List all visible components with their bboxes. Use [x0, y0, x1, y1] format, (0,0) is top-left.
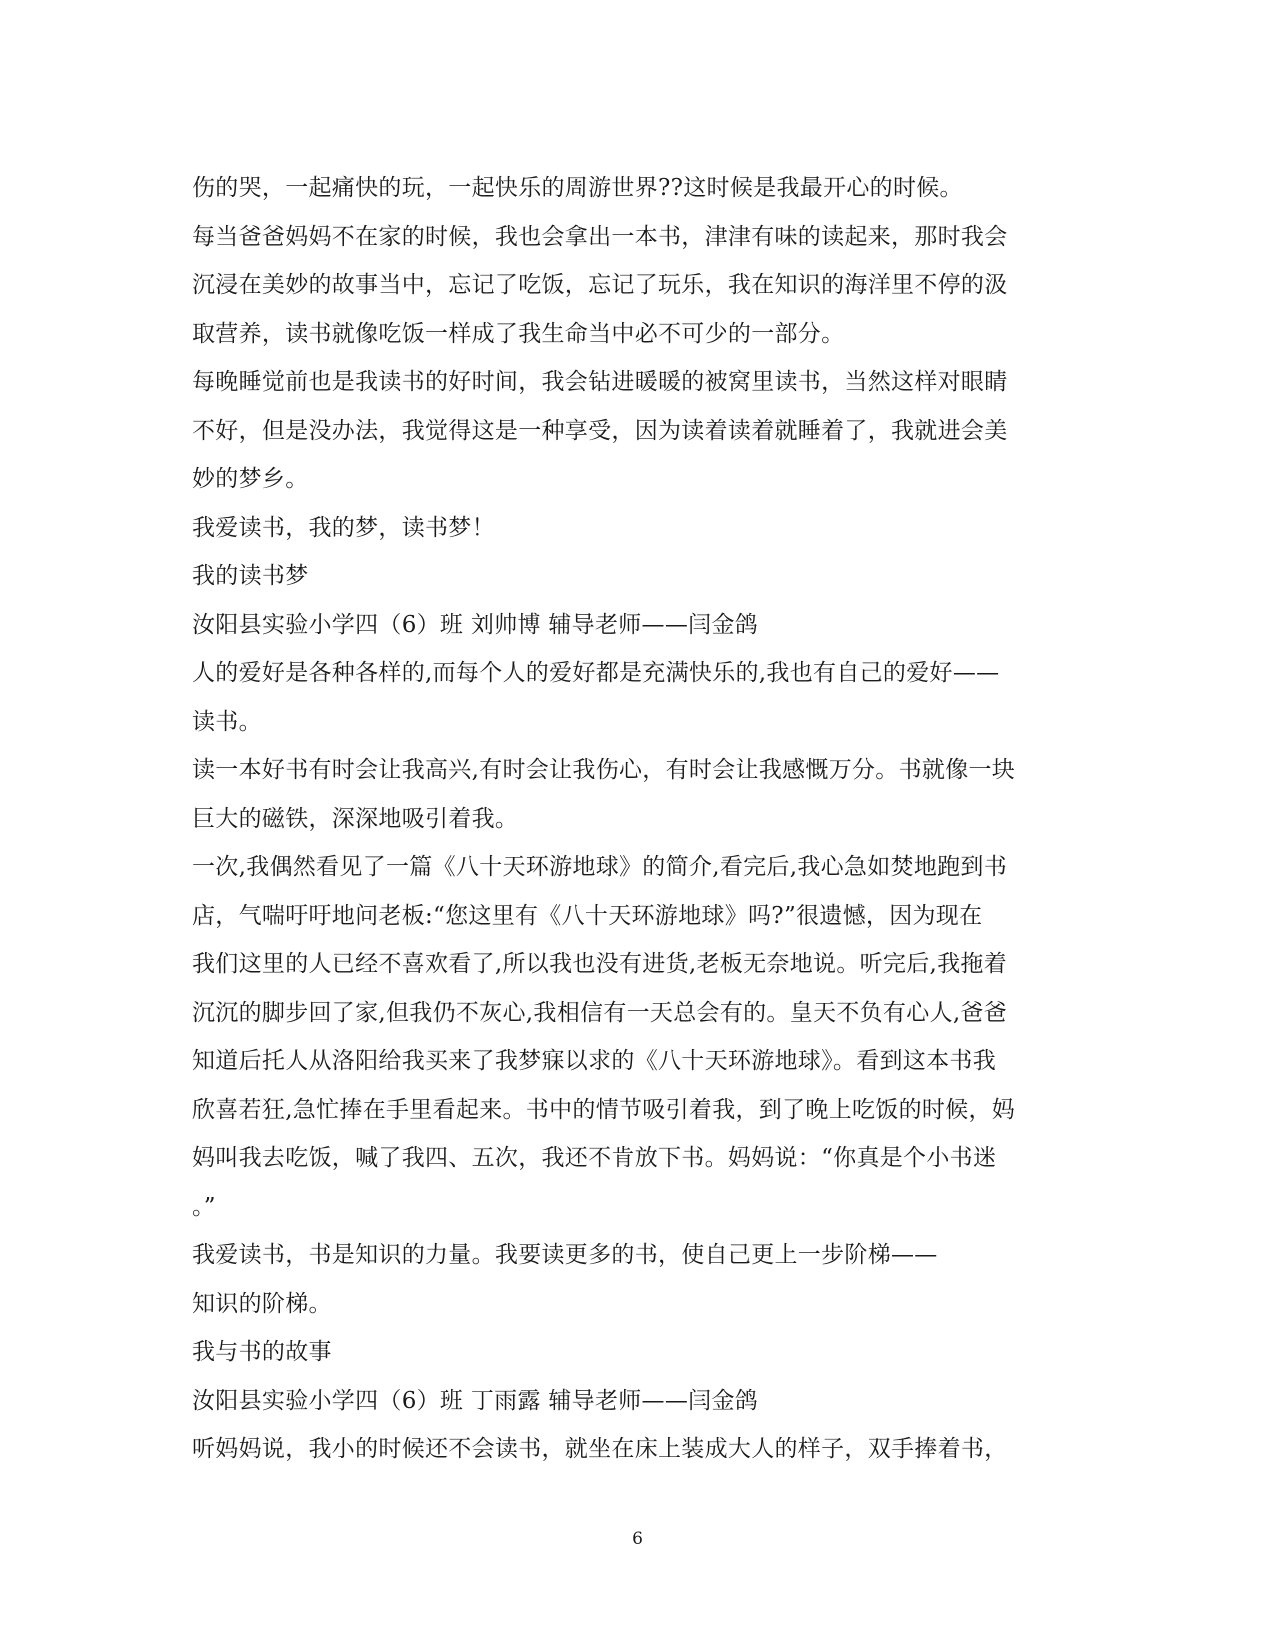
- text-line: 一次,我偶然看见了一篇《八十天环游地球》的简介,看完后,我心急如焚地跑到书: [192, 854, 1008, 880]
- text-line: 知道后托人从洛阳给我买来了我梦寐以求的《八十天环游地球》。看到这本书我: [192, 1048, 996, 1074]
- body-text: [192, 164, 1082, 1474]
- text-line: 沉浸在美妙的故事当中，忘记了吃饭，忘记了玩乐，我在知识的海洋里不停的汲: [192, 272, 1008, 298]
- author-line: 汝阳县实验小学四（6）班 刘帅博 辅导老师——闫金鸽: [192, 611, 759, 638]
- text-line: 妙的梦乡。: [192, 466, 309, 492]
- text-line: 每当爸爸妈妈不在家的时候，我也会拿出一本书，津津有味的读起来，那时我会: [192, 223, 1008, 250]
- text-line: 读一本好书有时会让我高兴,有时会让我伤心，有时会让我感慨万分。书就像一块: [192, 757, 1016, 783]
- text-line: 欣喜若狂,急忙捧在手里看起来。书中的情节吸引着我，到了晚上吃饭的时候，妈: [192, 1096, 1016, 1123]
- page-number: 6: [632, 1529, 643, 1549]
- text-line: 店，气喘吁吁地问老板:“您这里有《八十天环游地球》吗?”很遗憾，因为现在: [192, 902, 983, 929]
- text-line: 每晚睡觉前也是我读书的好时间，我会钻进暖暖的被窝里读书，当然这样对眼睛: [192, 369, 1008, 395]
- text-line: 妈叫我去吃饭，喊了我四、五次，我还不肯放下书。妈妈说：“你真是个小书迷: [192, 1145, 997, 1171]
- text-line: 我们这里的人已经不喜欢看了,所以我也没有进货,老板无奈地说。听完后,我拖着: [192, 951, 1008, 977]
- text-line: 巨大的磁铁，深深地吸引着我。: [192, 805, 519, 832]
- text-line: 我爱读书，书是知识的力量。我要读更多的书，使自己更上一步阶梯——: [192, 1242, 938, 1268]
- text-line: 知识的阶梯。: [192, 1290, 332, 1317]
- section-title: 我的读书梦: [192, 563, 309, 589]
- author-line: 汝阳县实验小学四（6）班 丁雨露 辅导老师——闫金鸽: [192, 1387, 759, 1414]
- text-line: 听妈妈说，我小的时候还不会读书，就坐在床上装成大人的样子，双手捧着书，: [192, 1436, 1008, 1462]
- text-line: 。”: [192, 1193, 216, 1220]
- text-line: 取营养，读书就像吃饭一样成了我生命当中必不可少的一部分。: [192, 320, 845, 347]
- text-line: 沉沉的脚步回了家,但我仍不灰心,我相信有一天总会有的。皇天不负有心人,爸爸: [192, 999, 1008, 1026]
- text-line: 伤的哭，一起痛快的玩，一起快乐的周游世界??这时候是我最开心的时候。: [192, 175, 963, 201]
- text-line: 读书。: [192, 708, 262, 735]
- text-line: 人的爱好是各种各样的,而每个人的爱好都是充满快乐的,我也有自己的爱好——: [192, 660, 1000, 686]
- section-title: 我与书的故事: [192, 1339, 332, 1365]
- text-line: 不好，但是没办法，我觉得这是一种享受，因为读着读着就睡着了，我就进会美: [192, 417, 1008, 444]
- text-line: 我爱读书，我的梦，读书梦！: [192, 514, 495, 541]
